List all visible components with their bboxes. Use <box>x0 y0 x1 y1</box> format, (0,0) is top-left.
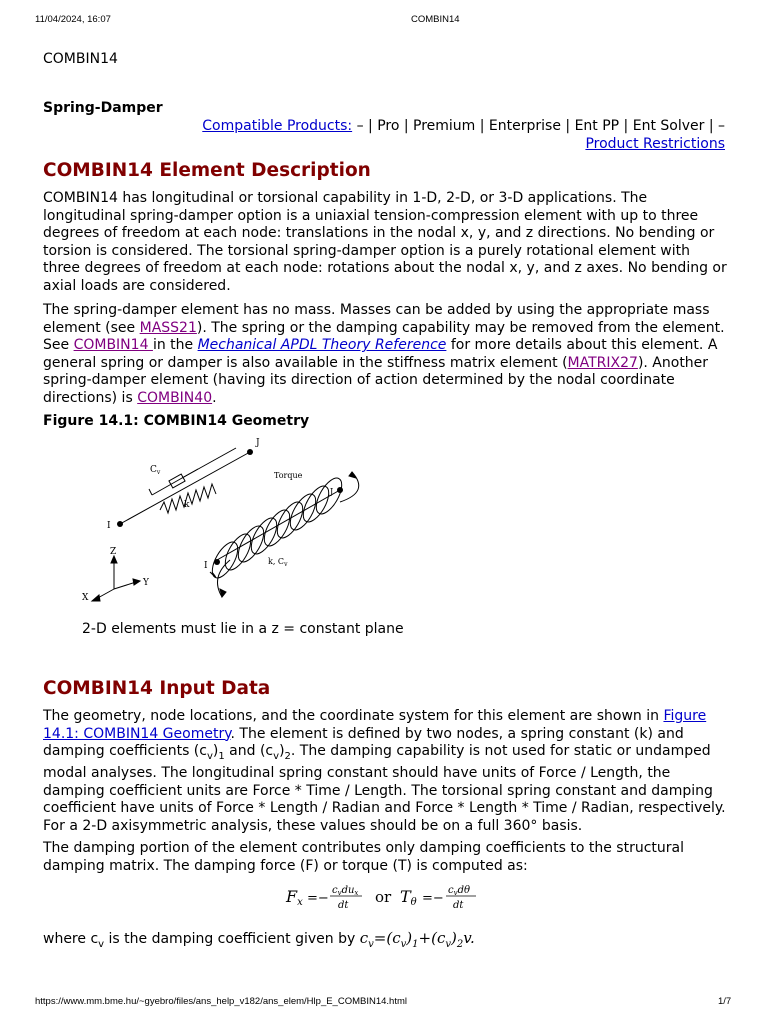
matrix27-link[interactable]: MATRIX27 <box>567 354 638 371</box>
figure-14-1-link[interactable]: Figure 14.1: COMBIN14 Geometry <box>43 708 707 742</box>
label-k-cv: k, $C_v$ <box>268 557 288 568</box>
label-j: J <box>256 438 260 448</box>
eq-num-2: $c_vd\theta$ <box>448 885 470 897</box>
document-title: COMBIN14 <box>43 51 118 67</box>
y-axis <box>114 582 136 589</box>
print-title: COMBIN14 <box>411 14 460 25</box>
description-paragraph-1: COMBIN14 has longitudinal or torsional capability in 1-D, 2-D, or 3-D applications. The longitudinal spring-damper option is a uniaxial tension-compression element with up to three degrees of freedom at each node: translations in the nodal x, y, and z directions. No bending or torsion is considered. The torsional spring-damper option is a purely rotational element with three degrees of freedom at each node: rotations about the nodal x, y, and z axes. No bending or axial loads are considered. <box>43 190 727 294</box>
label-j-torsion: J <box>330 487 334 496</box>
combin14-link[interactable]: COMBIN14 <box>73 337 153 353</box>
label-cv: $C_v$ <box>150 465 161 476</box>
eq-sign-2: =− <box>422 891 444 906</box>
figure-caption: 2-D elements must lie in a z = constant plane <box>82 621 404 637</box>
print-page-number: 1/7 <box>718 996 732 1007</box>
eq-den-1: dt <box>338 900 349 911</box>
node-i-torsion <box>214 559 220 565</box>
label-y: Y <box>143 578 149 588</box>
input-paragraph-2: The damping portion of the element contributes only damping coefficients to the structural damping matrix. The damping force (F) or torque (T) is computed as: <box>43 840 684 874</box>
label-torque: Torque <box>274 471 303 480</box>
damping-coefficient-formula: $c_v=(c_v)_1+(c_v)_2v$. <box>359 929 475 950</box>
mass21-link[interactable]: MASS21 <box>139 319 197 336</box>
damping-force-equation <box>240 880 500 914</box>
eq-den-2: dt <box>453 900 464 911</box>
eq-sign-1: =− <box>307 891 329 906</box>
print-url: https://www.mm.bme.hu/~gyebro/files/ans_help_v182/ans_elem/Hlp_E_COMBIN14.html <box>35 996 407 1007</box>
product-restrictions-link[interactable]: Product Restrictions <box>585 136 725 152</box>
node-j-torsion <box>337 487 343 493</box>
node-i <box>117 521 123 527</box>
description-heading: COMBIN14 Element Description <box>43 160 371 181</box>
eq-lhs-t: Tθ <box>400 887 417 908</box>
input-paragraph-3: where $c_v$ is the damping coefficient given by $c_v=(c_v)_1+(c_v)_2v$. <box>43 929 475 950</box>
description-paragraph-2: The spring-damper element has no mass. Masses can be added by using the appropriate mass element (see MASS21). The spring or the damping capability may be removed from the element. See COMBIN14 in the Mechanical APDL Theory Reference for more details about this element. A general spring or damper is also available in the stiffness matrix element (MATRIX27). Another spring-damper element (having its direction of action determined by the nodal coordinate directions) is COMBIN40. <box>43 302 725 406</box>
node-j <box>247 449 253 455</box>
eq-num-1: $c_vdu_x$ <box>332 885 359 897</box>
theory-reference-link[interactable]: Mechanical APDL Theory Reference <box>197 337 447 353</box>
compatible-products-link[interactable]: Compatible Products: <box>202 118 353 134</box>
label-k: k <box>184 500 190 510</box>
eq-lhs-f: Fx <box>286 887 303 908</box>
eq-or: or <box>375 888 392 906</box>
combin40-link[interactable]: COMBIN40 <box>137 389 213 406</box>
label-x: X <box>82 593 89 603</box>
label-i-torsion: I <box>204 561 208 571</box>
compatible-products <box>165 117 725 153</box>
figure-title: Figure 14.1: COMBIN14 Geometry <box>43 413 310 429</box>
label-i: I <box>107 521 111 531</box>
input-data-heading: COMBIN14 Input Data <box>43 678 271 699</box>
combin14-geometry-figure <box>40 432 380 612</box>
product-list: – | Pro | Premium | Enterprise | Ent PP | Ent Solver | – <box>352 118 725 134</box>
element-subtitle: Spring-Damper <box>43 100 163 116</box>
print-datetime: 11/04/2024, 16:07 <box>35 14 111 25</box>
element-axis-line <box>120 452 250 524</box>
input-paragraph-1: The geometry, node locations, and the coordinate system for this element are shown in Figure 14.1: COMBIN14 Geometry. The element is defined by two nodes, a spring constant (k) and damping coefficients $(c_v)_1$ and $(c_v)_2$. The damping capability is not used for static or undamped modal analyses. The longitudinal spring constant should have units of Force / Length, the damping coefficient units are Force * Time / Length. The torsional spring constant and damping coefficient have units of Force * Length / Radian and Force * Length * Time / Radian, respectively. For a 2-D axisymmetric analysis, these values should be on a full 360° basis. <box>43 708 726 834</box>
label-z: Z <box>110 547 117 557</box>
